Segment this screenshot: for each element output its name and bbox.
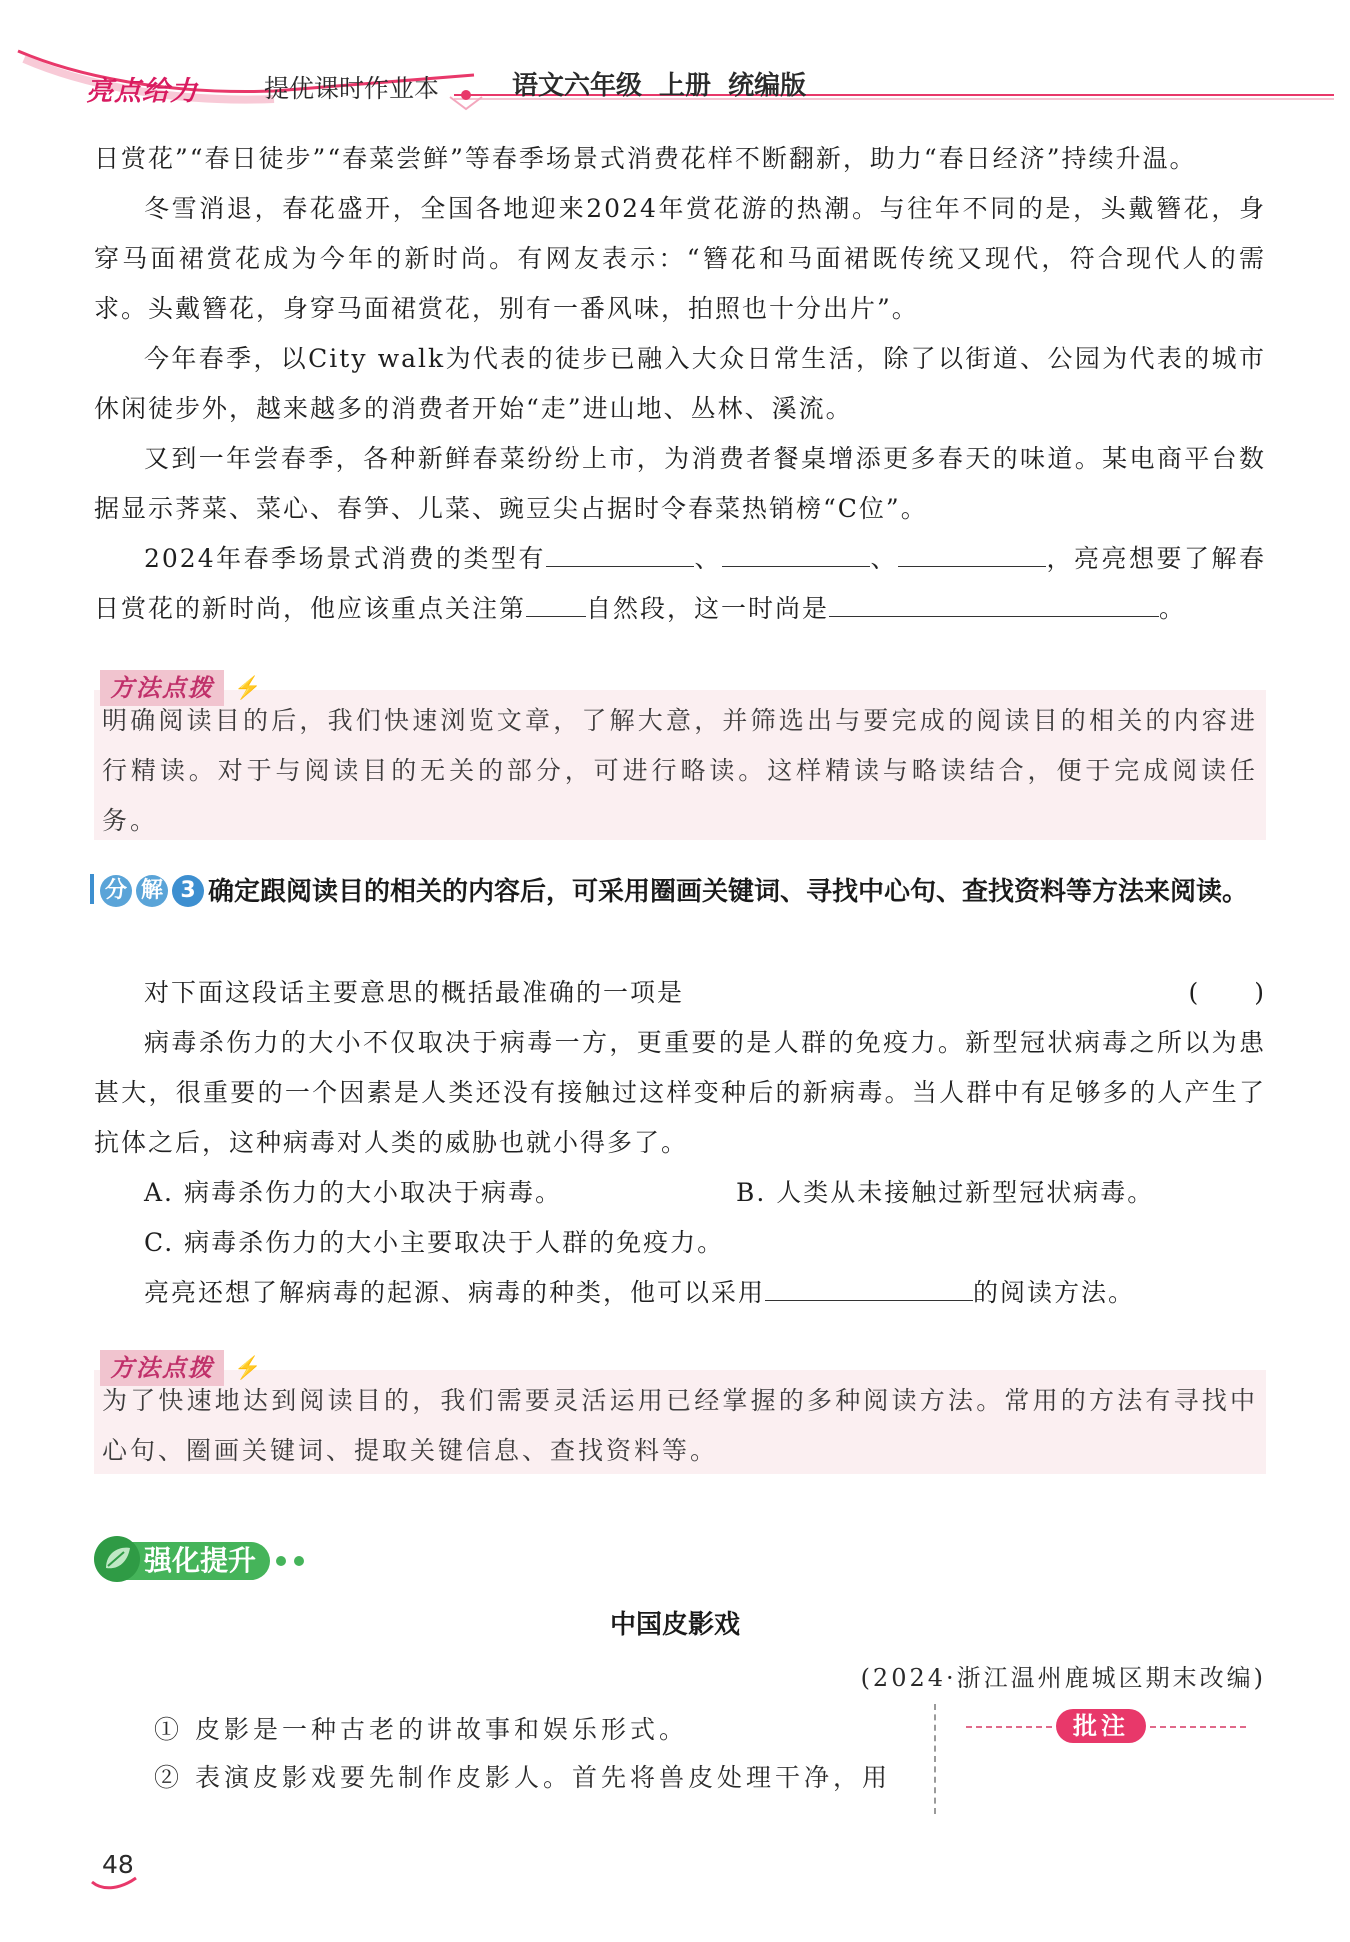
followup-text: 的阅读方法。 [973, 1278, 1136, 1307]
note-divider [934, 1704, 936, 1814]
answer-blank-method[interactable] [765, 1270, 973, 1301]
annotation-badge: 批注 [1056, 1709, 1146, 1743]
section-bar [90, 874, 94, 904]
passage-para-3: 今年春季，以City walk为代表的徒步已融入大众日常生活，除了以街道、公园为代表的城市休闲徒步外，越来越多的消费者开始“走”进山地、丛林、溪流。 [94, 344, 1266, 423]
q3-options-ab [94, 1168, 1266, 1218]
q3-stem: 对下面这段话主要意思的概括最准确的一项是 [144, 978, 685, 1007]
page-number: 48 [102, 1850, 134, 1879]
brand-logo-text: 亮点给力 [86, 76, 198, 107]
passage-para-4: 又到一年尝春季，各种新鲜春菜纷纷上市，为消费者餐桌增添更多春天的味道。某电商平台数据显示荠菜、菜心、春笋、儿菜、豌豆尖占据时令春菜热销榜“C位”。 [94, 444, 1266, 523]
option-a[interactable]: A. 病毒杀伤力的大小取决于病毒。 [144, 1178, 562, 1207]
separator: 、 [870, 544, 899, 573]
section-badge-fen: 分 [100, 875, 132, 907]
question-3 [94, 968, 1266, 1318]
question-text: 自然段，这一时尚是 [586, 594, 830, 623]
question-2 [94, 534, 1266, 634]
answer-blank-trend[interactable] [829, 586, 1159, 617]
note-dash-right [1150, 1726, 1246, 1728]
page-header [14, 45, 1334, 123]
article-title: 中国皮影戏 [609, 1610, 740, 1640]
leaf-icon [94, 1536, 140, 1582]
strengthen-label: 强化提升 [122, 1542, 270, 1580]
method-tip-2 [94, 1350, 1266, 1474]
answer-blank-1[interactable] [546, 536, 694, 567]
method-tip-1 [94, 670, 1266, 842]
decor-dot [294, 1556, 304, 1566]
note-dash-left [966, 1726, 1052, 1728]
option-b[interactable]: B. 人类从未接触过新型冠状病毒。 [736, 1178, 1155, 1207]
section-badge-jie: 解 [136, 875, 168, 907]
tip-text: 明确阅读目的后，我们快速浏览文章，了解大意，并筛选出与要完成的阅读目的相关的内容进行精读。对于与阅读目的无关的部分，可进行略读。这样精读与略读结合，便于完成阅读任务。 [102, 706, 1258, 835]
section-3-heading [90, 866, 1270, 918]
decor-dot [276, 1556, 286, 1566]
article-item-2: ② 表演皮影戏要先制作皮影人。首先将兽皮处理干净，用 [154, 1763, 891, 1792]
answer-blank-2[interactable] [722, 536, 870, 567]
question-text: 。 [1159, 594, 1187, 623]
followup-text: 亮亮还想了解病毒的起源、病毒的种类，他可以采用 [144, 1278, 766, 1307]
passage-para-2: 冬雪消退，春花盛开，全国各地迎来2024年赏花游的热潮。与往年不同的是，头戴簪花，身穿马面裙赏花成为今年的新时尚。有网友表示：“簪花和马面裙既传统又现代，符合现代人的需求。头戴簪花，身穿马面裙赏花，别有一番风味，拍照也十分出片”。 [94, 194, 1266, 323]
answer-blank-paragraph[interactable] [526, 586, 586, 617]
q3-stem-line [94, 968, 1266, 1018]
section-number: 3 [172, 875, 204, 907]
question-text: ，亮亮想要了解春日赏花的新时尚，他应该重点关注第 [94, 544, 1266, 623]
series-name: 提优课时作业本 [264, 74, 440, 103]
tip-spark-icon: ⚡ [234, 1356, 262, 1381]
tip-label: 方法点拨 [100, 670, 224, 706]
tip-text: 为了快速地达到阅读目的，我们需要灵活运用已经掌握的多种阅读方法。常用的方法有寻找中心句、圈画关键词、提取关键信息、查找资料等。 [102, 1386, 1258, 1465]
article-item-1: ① 皮影是一种古老的讲故事和娱乐形式。 [154, 1715, 688, 1744]
tip-spark-icon: ⚡ [234, 676, 262, 701]
passage [94, 134, 1266, 634]
section-text: 确定跟阅读目的相关的内容后，可采用圈画关键词、寻找中心句、查找资料等方法来阅读。 [208, 877, 1249, 907]
tip-label: 方法点拨 [100, 1350, 224, 1386]
option-c[interactable]: C. 病毒杀伤力的大小主要取决于人群的免疫力。 [144, 1228, 725, 1257]
separator: 、 [694, 544, 723, 573]
passage-line-1: 日赏花”“春日徒步”“春菜尝鲜”等春季场景式消费花样不断翻新，助力“春日经济”持续升温。 [94, 144, 1197, 173]
question-text: 2024年春季场景式消费的类型有 [144, 544, 547, 573]
book-title: 语文六年级 上册 统编版 [512, 71, 807, 101]
answer-blank-3[interactable] [898, 536, 1046, 567]
article-source: (2024·浙江温州鹿城区期末改编) [860, 1664, 1266, 1692]
q3-paragraph: 病毒杀伤力的大小不仅取决于病毒一方，更重要的是人群的免疫力。新型冠状病毒之所以为患甚大，很重要的一个因素是人类还没有接触过这样变种后的新病毒。当人群中有足够多的人产生了抗体之后，这种病毒对人类的威胁也就小得多了。 [94, 1028, 1266, 1157]
q3-followup [94, 1268, 1266, 1318]
answer-paren[interactable]: ( ) [1188, 978, 1266, 1007]
